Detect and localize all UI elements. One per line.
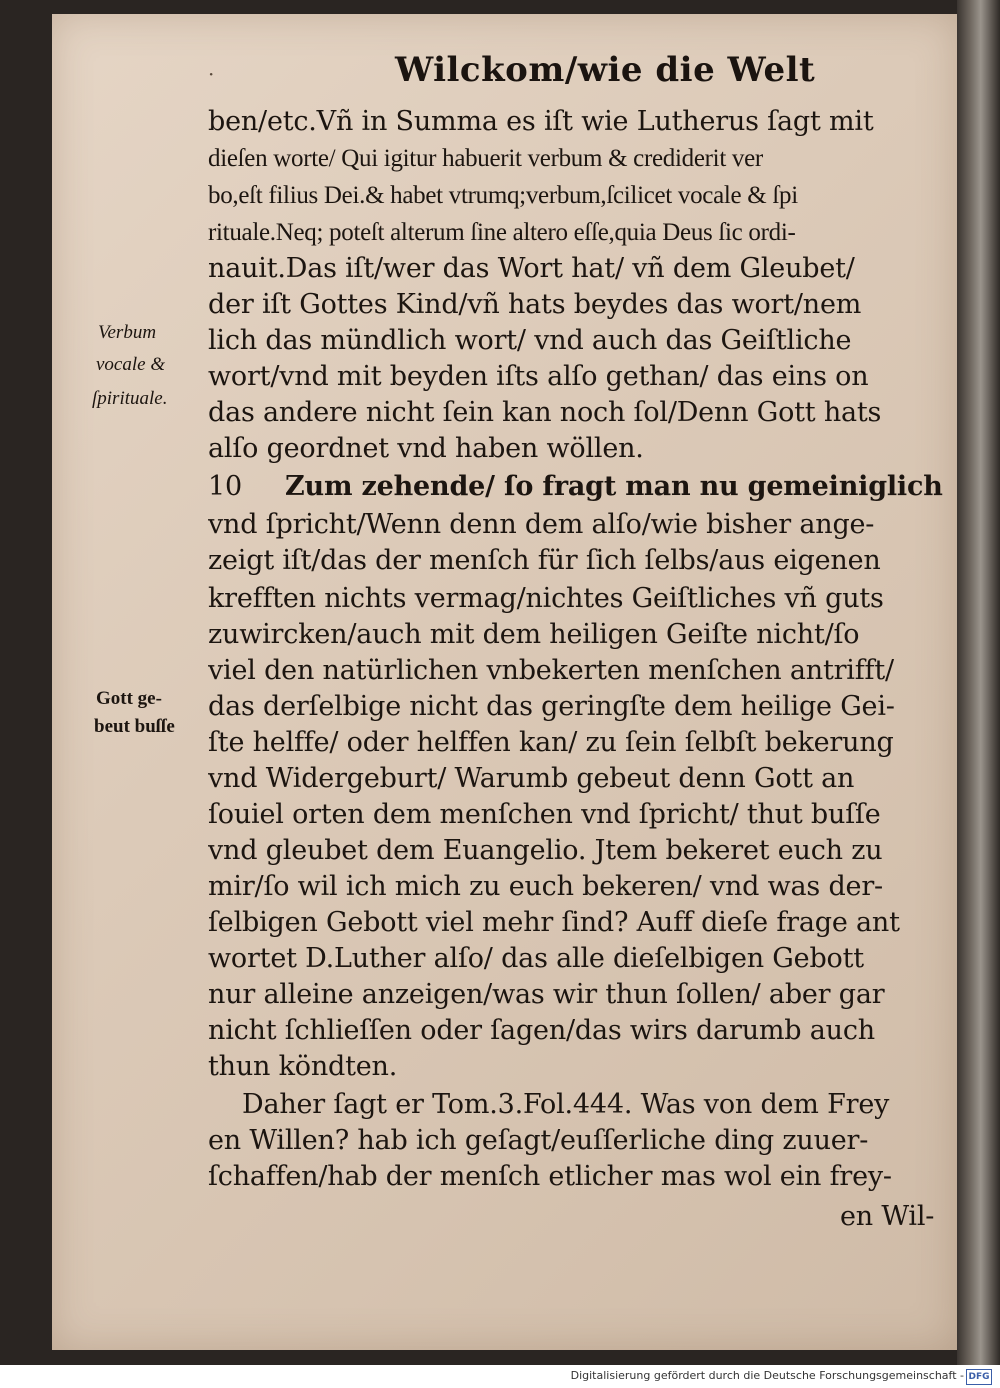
text-line: viel den natürlichen vnbekerten menſchen antrifft/ — [208, 655, 894, 686]
text-line: alſo geordnet vnd haben wöllen. — [208, 433, 644, 464]
catchword: en Wil- — [840, 1201, 935, 1232]
text-line: en Willen? hab ich geſagt/euſſerliche ding zuuer- — [208, 1125, 869, 1156]
text-line: Daher ſagt er Tom.3.Fol.444. Was von dem Frey — [242, 1089, 890, 1120]
text-line: nauit.Das iſt/wer das Wort hat/ vñ dem Gleubet/ — [208, 253, 855, 284]
margin-note-gott-1: Gott ge- — [96, 688, 162, 709]
text-line: vnd Widergeburt/ Warumb gebeut denn Gott an — [208, 763, 855, 794]
text-line: nicht ſchlieſſen oder ſagen/das wirs darumb auch — [208, 1015, 875, 1046]
running-head: Wilckom/wie die Welt — [395, 50, 816, 90]
text-line: wortet D.Luther alſo/ das alle dieſelbigen Gebott — [208, 943, 864, 974]
text-line: lich das mündlich wort/ vnd auch das Geiſtliche — [208, 325, 852, 356]
dfg-logo-icon: DFG — [966, 1369, 992, 1385]
text-line: wort/vnd mit beyden iſts alſo gethan/ das eins on — [208, 361, 869, 392]
text-line: Zum zehende/ ſo fragt man nu gemeiniglich — [285, 471, 943, 502]
text-line: das andere nicht ſein kan noch ſol/Denn Gott hats — [208, 397, 882, 428]
text-line: krefften nichts vermag/nichtes Geiſtliches vñ guts — [208, 583, 884, 614]
margin-note-gott-2: beut buſſe — [94, 716, 175, 737]
text-line: ſouiel orten dem menſchen vnd ſpricht/ thut buſſe — [208, 799, 881, 830]
margin-note-verbum-3: ſpirituale. — [92, 388, 168, 409]
text-line: ſte helffe/ oder helffen kan/ zu ſein ſelbſt bekerung — [208, 727, 894, 758]
section-number: 10 — [208, 471, 242, 502]
text-line: dieſen worte/ Qui igitur habuerit verbum & crediderit ver — [208, 145, 763, 172]
text-line: bo,eſt filius Dei.& habet vtrumq;verbum,ſcilicet vocale & ſpi — [208, 182, 798, 209]
text-line: nur alleine anzeigen/was wir thun ſollen/ aber gar — [208, 979, 885, 1010]
footer-credit: Digitalisierung gefördert durch die Deutsche Forschungsgemeinschaft - — [570, 1369, 964, 1382]
text-line: vnd gleubet dem Euangelio. Jtem bekeret euch zu — [208, 835, 883, 866]
text-line: thun köndten. — [208, 1051, 398, 1082]
text-line: zeigt iſt/das der menſch für ſich ſelbs/aus eigenen — [208, 545, 881, 576]
footer — [0, 1365, 1000, 1388]
text-line: das derſelbige nicht das geringſte dem heilige Gei- — [208, 691, 895, 722]
text-line: rituale.Neq; poteſt alterum ſine altero eſſe,quia Deus ſic ordi- — [208, 219, 796, 246]
text-line: ben/etc.Vñ in Summa es iſt wie Lutherus ſagt mit — [208, 106, 874, 137]
text-line: zuwircken/auch mit dem heiligen Geiſte nicht/ſo — [208, 619, 860, 650]
text-line: der iſt Gottes Kind/vñ hats beydes das wort/nem — [208, 289, 862, 320]
margin-note-verbum-1: Verbum — [98, 322, 157, 343]
margin-note-verbum-2: vocale & — [96, 354, 166, 375]
text-line: ſelbigen Gebott viel mehr ſind? Auff dieſe frage ant — [208, 907, 900, 938]
page-mark: · — [208, 62, 215, 86]
text-line: mir/ſo wil ich mich zu euch bekeren/ vnd was der- — [208, 871, 883, 902]
text-line: ſchaffen/hab der menſch etlicher mas wol ein frey- — [208, 1161, 892, 1192]
text-line: vnd ſpricht/Wenn denn dem alſo/wie bisher ange- — [208, 509, 875, 540]
